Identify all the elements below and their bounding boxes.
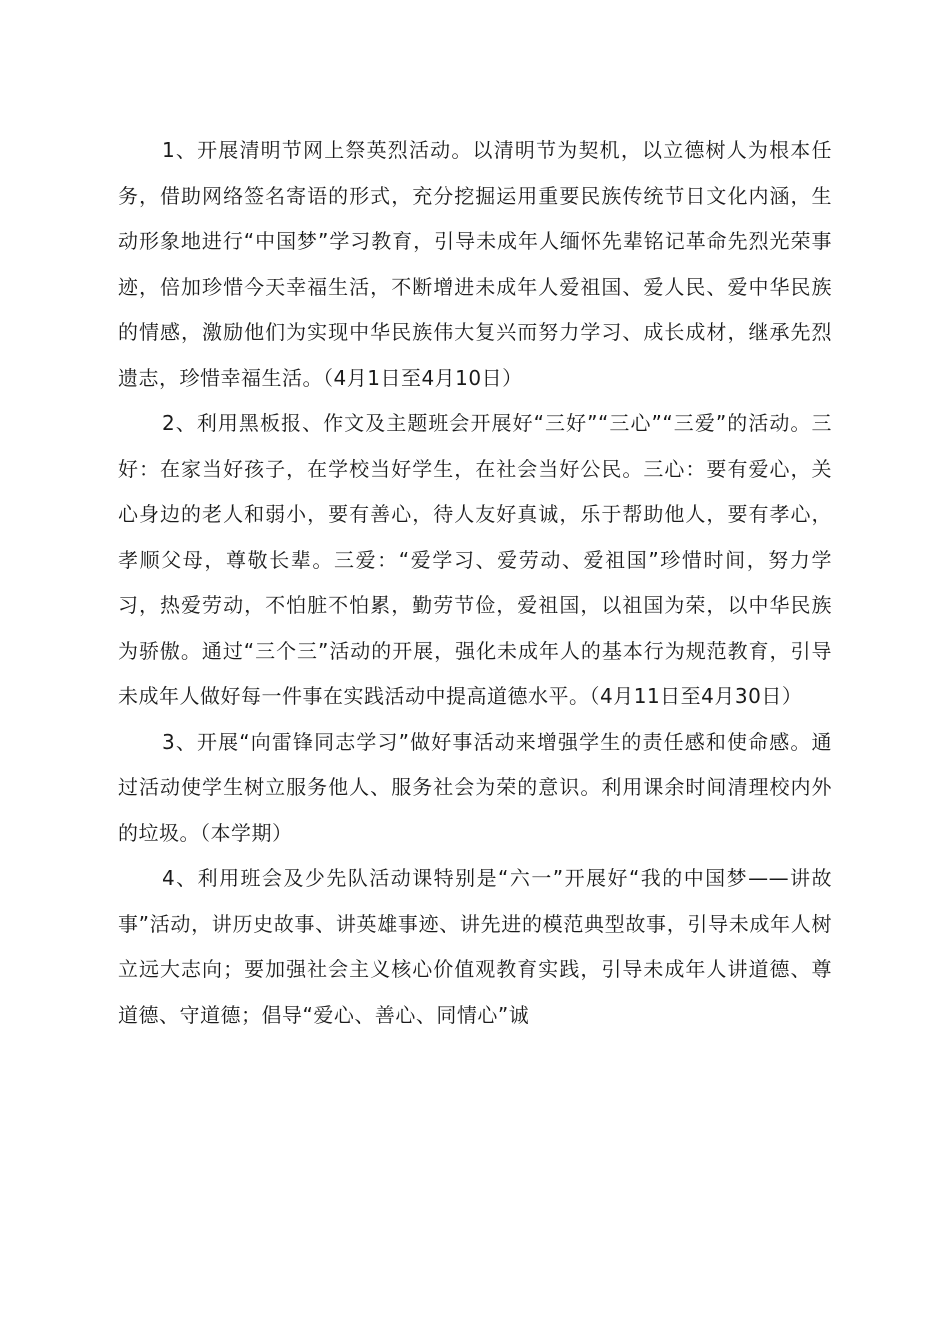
paragraph-1: 1、开展清明节网上祭英烈活动。以清明节为契机，以立德树人为根本任务，借助网络签名寄语的形式，充分挖掘运用重要民族传统节日文化内涵，生动形象地进行“中国梦”学习教育，引导未成年人缅怀先辈铭记革命先烈光荣事迹，倍加珍惜今天幸福生活，不断增进未成年人爱祖国、爱人民、爱中华民族的情感，激励他们为实现中华民族伟大复兴而努力学习、成长成材，继承先烈遗志，珍惜幸福生活。（4月1日至4月10日）	[118, 138, 832, 390]
document-body	[118, 128, 832, 1038]
paragraph-3: 3、开展“向雷锋同志学习”做好事活动来增强学生的责任感和使命感。通过活动使学生树立服务他人、服务社会为荣的意识。利用课余时间清理校内外的垃圾。（本学期）	[118, 729, 832, 845]
paragraph-4: 4、利用班会及少先队活动课特别是“六一”开展好“我的中国梦——讲故事”活动，讲历史故事、讲英雄事迹、讲先进的模范典型故事，引导未成年人树立远大志向；要加强社会主义核心价值观教育实践，引导未成年人讲道德、尊道德、守道德；倡导“爱心、善心、同情心”诚	[118, 866, 832, 1027]
paragraph-2: 2、利用黑板报、作文及主题班会开展好“三好”“三心”“三爱”的活动。三好：在家当好孩子，在学校当好学生，在社会当好公民。三心：要有爱心，关心身边的老人和弱小，要有善心，待人友好真诚，乐于帮助他人，要有孝心，孝顺父母，尊敬长辈。三爱：“爱学习、爱劳动、爱祖国”珍惜时间，努力学习，热爱劳动，不怕脏不怕累，勤劳节俭，爱祖国，以祖国为荣，以中华民族为骄傲。通过“三个三”活动的开展，强化未成年人的基本行为规范教育，引导未成年人做好每一件事在实践活动中提高道德水平。（4月11日至4月30日）	[118, 411, 832, 708]
